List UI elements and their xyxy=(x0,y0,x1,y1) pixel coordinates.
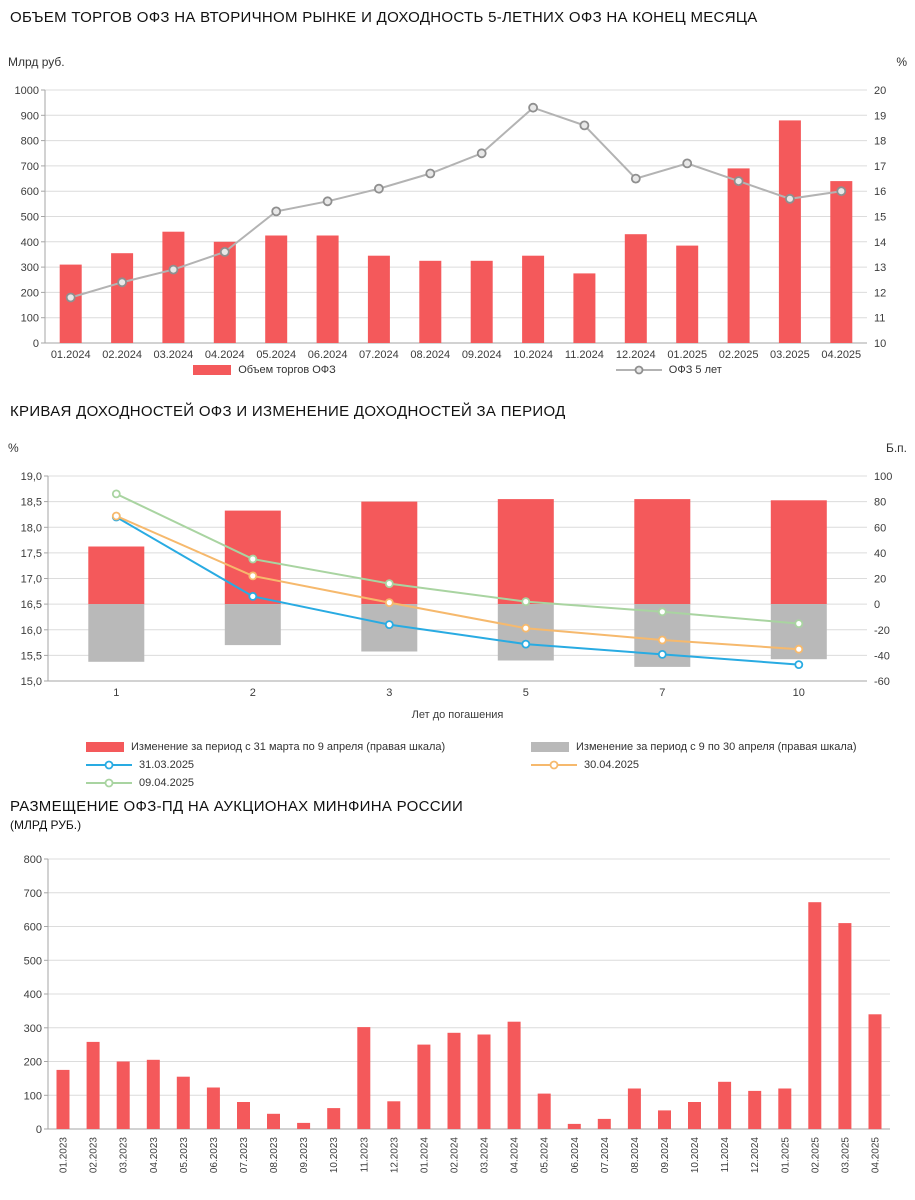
y-tick-label: 0 xyxy=(874,599,881,612)
section-yield-curve xyxy=(0,394,915,794)
y-tick-label: 600 xyxy=(23,921,42,934)
y-tick-label: 0 xyxy=(32,338,39,350)
line-marker xyxy=(522,598,529,605)
legend-label: 30.04.2025 xyxy=(584,759,640,771)
y-tick-label: 17,5 xyxy=(20,547,42,560)
y-tick-label: 16,5 xyxy=(20,599,42,612)
y-tick-label: 17 xyxy=(874,160,887,173)
y-tick-label: 100 xyxy=(23,1090,42,1103)
y-tick-label: 15,0 xyxy=(20,676,42,688)
bar xyxy=(676,246,698,343)
x-tick-label: 07.2024 xyxy=(359,349,399,361)
legend-label: Изменение за период с 31 марта по 9 апреля (правая шкала) xyxy=(131,741,446,753)
y-left-tick-labels xyxy=(15,85,45,350)
line-series xyxy=(113,513,803,653)
x-tick-label: 08.2024 xyxy=(410,349,451,361)
y-tick-label: 800 xyxy=(23,854,42,866)
x-tick-label: 02.2025 xyxy=(718,349,759,361)
x-tick-label: 04.2025 xyxy=(821,349,862,361)
chart3-subtitle: (МЛРД РУБ.) xyxy=(10,818,82,832)
line-marker xyxy=(249,593,256,600)
x-tick-label: 06.2024 xyxy=(569,1137,581,1174)
legend-item xyxy=(531,738,915,756)
x-tick-label: 12.2024 xyxy=(750,1137,762,1174)
line-series xyxy=(113,514,803,669)
legend-line-glyph xyxy=(616,364,662,376)
bar xyxy=(214,242,236,343)
x-tick-label: 2 xyxy=(249,687,256,699)
line-marker xyxy=(795,646,802,653)
bar xyxy=(267,1114,280,1129)
line-marker xyxy=(837,187,845,195)
x-tick-label: 01.2025 xyxy=(667,349,708,361)
bar-series xyxy=(60,120,853,343)
line-marker xyxy=(249,572,256,579)
x-tick-label: 03.2025 xyxy=(840,1137,852,1174)
bar xyxy=(368,256,390,343)
x-tick-label: 01.2024 xyxy=(50,349,91,361)
legend-item xyxy=(531,756,915,774)
line-marker xyxy=(386,580,393,587)
y-tick-label: 600 xyxy=(20,186,39,199)
x-tick-label: 07.2023 xyxy=(239,1137,250,1174)
y-right-unit-label: % xyxy=(896,55,907,69)
x-tick-label: 09.2024 xyxy=(660,1137,671,1174)
x-tick-label: 10 xyxy=(792,687,805,699)
line-marker xyxy=(118,278,126,286)
section-auction-placements xyxy=(0,794,915,1189)
x-tick-label: 04.2023 xyxy=(148,1137,160,1174)
line-marker xyxy=(522,641,529,648)
x-tick-label: 02.2024 xyxy=(449,1137,461,1174)
x-tick-label: 02.2024 xyxy=(102,349,142,361)
x-axis-labels xyxy=(51,349,861,361)
y-tick-label: 19,0 xyxy=(20,471,42,483)
x-tick-label: 08.2024 xyxy=(629,1137,641,1174)
x-tick-label: 10.2023 xyxy=(329,1137,341,1174)
legend-line-glyph xyxy=(531,759,577,771)
y-tick-label: 200 xyxy=(23,1056,42,1069)
x-tick-label: 07.2024 xyxy=(599,1137,611,1174)
y-tick-label: 16,0 xyxy=(20,624,42,637)
line-marker xyxy=(478,149,486,157)
gridlines xyxy=(48,859,890,1129)
line-series xyxy=(113,490,803,627)
bar xyxy=(87,1042,100,1129)
bar xyxy=(808,902,821,1129)
x-tick-label: 03.2023 xyxy=(118,1137,130,1174)
volume-and-yield-chart xyxy=(0,28,915,362)
line-marker xyxy=(221,248,229,256)
x-tick-label: 11.2024 xyxy=(720,1137,732,1173)
y-tick-label: 200 xyxy=(20,287,39,300)
x-tick-label: 3 xyxy=(386,687,393,699)
y-tick-label: 900 xyxy=(20,110,39,123)
y-tick-label: 12 xyxy=(874,287,887,300)
chart1-title: ОБЪЕМ ТОРГОВ ОФЗ НА ВТОРИЧНОМ РЫНКЕ И ДОХОДНОСТЬ 5-ЛЕТНИХ ОФЗ НА КОНЕЦ МЕСЯЦА xyxy=(10,9,758,26)
line-marker xyxy=(529,104,537,112)
auction-placement-chart xyxy=(0,844,915,1189)
y-tick-label: 700 xyxy=(23,887,42,900)
x-tick-label: 05.2024 xyxy=(256,349,297,361)
bar xyxy=(57,1070,70,1129)
bar xyxy=(357,1027,370,1129)
y-tick-label: 60 xyxy=(874,522,887,535)
x-tick-label: 06.2023 xyxy=(208,1137,220,1174)
chart2-title: КРИВАЯ ДОХОДНОСТЕЙ ОФЗ И ИЗМЕНЕНИЕ ДОХОДНОСТЕЙ ЗА ПЕРИОД xyxy=(10,403,566,420)
line-marker xyxy=(659,651,666,658)
y-tick-label: 18,0 xyxy=(20,522,42,535)
y-tick-label: 100 xyxy=(874,471,893,483)
chart3-title: РАЗМЕЩЕНИЕ ОФЗ-ПД НА АУКЦИОНАХ МИНФИНА РОССИИ xyxy=(10,798,464,815)
y-tick-label: 18 xyxy=(874,135,887,148)
x-tick-label: 04.2024 xyxy=(204,349,245,361)
bar xyxy=(327,1108,340,1129)
x-tick-label: 04.2024 xyxy=(509,1137,521,1174)
x-tick-label: 11.2024 xyxy=(564,349,604,361)
y-tick-label: 20 xyxy=(874,85,887,97)
bar xyxy=(88,604,144,662)
y-left-unit-label: Млрд руб. xyxy=(8,55,65,69)
bar xyxy=(448,1033,461,1129)
bar xyxy=(778,1089,791,1130)
chart1-legend xyxy=(0,362,915,382)
y-tick-label: -40 xyxy=(874,650,890,663)
y-tick-label: 100 xyxy=(20,312,39,325)
bar xyxy=(162,232,184,343)
y-right-tick-labels xyxy=(874,471,892,688)
bar xyxy=(387,1101,400,1129)
x-tick-label: 7 xyxy=(659,687,666,699)
bar xyxy=(297,1123,310,1129)
x-tick-label: 02.2025 xyxy=(810,1137,822,1174)
y-tick-label: 400 xyxy=(23,989,42,1001)
bar xyxy=(361,502,417,604)
bar xyxy=(658,1110,671,1129)
y-tick-label: 10 xyxy=(874,338,887,350)
y-left-tick-labels xyxy=(21,471,48,688)
bar xyxy=(471,261,493,343)
y-tick-label: 800 xyxy=(20,135,39,148)
bar xyxy=(634,499,690,604)
line-marker xyxy=(683,159,691,167)
bar xyxy=(718,1082,731,1129)
bar xyxy=(60,265,82,343)
x-tick-label: 10.2024 xyxy=(690,1137,701,1174)
line-marker xyxy=(113,513,120,520)
y-left-unit-label: % xyxy=(8,441,19,455)
bar xyxy=(317,236,339,344)
x-tick-label: 1 xyxy=(113,687,120,699)
bar xyxy=(869,1014,882,1129)
y-tick-label: 40 xyxy=(874,547,887,560)
bar xyxy=(728,168,750,343)
legend-swatch-line xyxy=(86,777,132,789)
bar xyxy=(225,604,281,645)
yield-curve-chart xyxy=(0,422,915,734)
line-marker xyxy=(659,608,666,615)
bar xyxy=(628,1089,641,1130)
y-tick-label: 500 xyxy=(20,211,39,224)
line-marker xyxy=(113,490,120,497)
x-tick-label: 11.2023 xyxy=(359,1137,371,1173)
section-secondary-market-volume xyxy=(0,0,915,382)
x-tick-label: 06.2024 xyxy=(307,349,348,361)
legend-item xyxy=(86,756,531,774)
x-tick-label: 05.2024 xyxy=(539,1137,551,1174)
y-tick-label: 14 xyxy=(874,236,887,249)
bar xyxy=(419,261,441,343)
x-tick-label: 01.2025 xyxy=(780,1137,792,1174)
bar xyxy=(117,1062,130,1130)
line-marker xyxy=(795,661,802,668)
y-tick-label: 500 xyxy=(23,955,42,968)
legend-swatch-line xyxy=(86,759,132,771)
x-tick-label: 12.2023 xyxy=(389,1137,401,1174)
x-tick-label: 10.2024 xyxy=(513,349,553,361)
y-tick-label: 13 xyxy=(874,262,887,275)
x-tick-label: 08.2023 xyxy=(269,1137,280,1174)
y-tick-label: 300 xyxy=(23,1022,42,1035)
x-tick-label: 09.2024 xyxy=(461,349,502,361)
x-tick-label: 05.2023 xyxy=(178,1137,190,1174)
x-axis-title: Лет до погашения xyxy=(411,709,504,721)
legend-item xyxy=(616,364,722,376)
chart2-legend xyxy=(86,734,915,794)
x-tick-label: 01.2023 xyxy=(58,1137,70,1174)
line-marker xyxy=(659,637,666,644)
x-tick-label: 03.2025 xyxy=(770,349,810,361)
bar xyxy=(748,1091,761,1129)
bar xyxy=(538,1094,551,1129)
line-path xyxy=(116,516,799,649)
y-tick-label: 80 xyxy=(874,496,887,509)
line-marker xyxy=(580,121,588,129)
legend-label: Изменение за период с 9 по 30 апреля (правая шкала) xyxy=(576,741,857,753)
bar xyxy=(598,1119,611,1129)
line-marker xyxy=(786,195,794,203)
line-marker xyxy=(632,175,640,183)
legend-swatch-line xyxy=(531,759,577,771)
line-marker xyxy=(272,207,280,215)
y-tick-label: -60 xyxy=(874,676,890,688)
bar xyxy=(237,1102,250,1129)
gridlines xyxy=(48,476,867,681)
y-right-tick-labels xyxy=(874,85,886,350)
bar xyxy=(508,1022,521,1129)
bar xyxy=(207,1088,220,1130)
legend-item xyxy=(193,364,336,376)
line-marker xyxy=(795,620,802,627)
y-tick-label: 700 xyxy=(20,160,39,173)
bar xyxy=(573,273,595,343)
legend-item xyxy=(86,774,531,792)
legend-item xyxy=(86,738,531,756)
y-tick-label: 19 xyxy=(874,110,887,123)
legend-line-glyph xyxy=(86,777,132,789)
bar xyxy=(478,1035,491,1130)
legend-line-glyph xyxy=(86,759,132,771)
bar xyxy=(498,499,554,604)
x-tick-label: 02.2023 xyxy=(88,1137,100,1174)
y-tick-label: -20 xyxy=(874,624,890,637)
line-marker xyxy=(426,170,434,178)
x-tick-label: 03.2024 xyxy=(479,1137,491,1174)
y-tick-label: 17,0 xyxy=(20,573,42,586)
line-path xyxy=(71,108,842,298)
line-marker xyxy=(375,185,383,193)
y-tick-label: 16 xyxy=(874,186,887,199)
x-tick-label: 09.2023 xyxy=(299,1137,311,1174)
y-tick-label: 20 xyxy=(874,573,887,586)
line-marker xyxy=(386,621,393,628)
legend-label: 31.03.2025 xyxy=(139,759,195,771)
legend-swatch-bar xyxy=(531,742,569,752)
bar xyxy=(111,253,133,343)
x-axis-labels xyxy=(59,1137,882,1174)
bar xyxy=(147,1060,160,1129)
bar xyxy=(522,256,544,343)
line-marker xyxy=(324,197,332,205)
x-axis-labels xyxy=(113,687,805,699)
y-tick-label: 18,5 xyxy=(20,496,42,509)
legend-label: 09.04.2025 xyxy=(139,777,195,789)
bar xyxy=(265,236,287,344)
line-marker xyxy=(522,625,529,632)
y-tick-label: 15,5 xyxy=(20,650,42,663)
bar xyxy=(88,547,144,605)
x-tick-label: 03.2024 xyxy=(153,349,194,361)
y-tick-label: 15 xyxy=(874,211,887,224)
y-right-unit-label: Б.п. xyxy=(885,441,907,455)
x-tick-label: 12.2024 xyxy=(615,349,656,361)
y-left-tick-labels xyxy=(24,854,48,1136)
line-marker xyxy=(386,599,393,606)
legend-label: ОФЗ 5 лет xyxy=(668,364,722,376)
y-tick-label: 1000 xyxy=(14,85,39,97)
bar xyxy=(417,1045,430,1129)
x-tick-label: 5 xyxy=(522,687,529,699)
bar xyxy=(568,1124,581,1129)
y-tick-label: 0 xyxy=(35,1124,42,1136)
legend-label: Объем торгов ОФЗ xyxy=(238,364,336,376)
line-marker xyxy=(67,294,75,302)
x-tick-label: 04.2025 xyxy=(870,1137,882,1174)
line-marker xyxy=(249,556,256,563)
bar xyxy=(771,500,827,604)
legend-swatch-line xyxy=(616,364,662,376)
line-marker xyxy=(169,266,177,274)
line-marker xyxy=(735,177,743,185)
bar xyxy=(688,1102,701,1129)
legend-swatch-bar xyxy=(193,365,231,375)
x-tick-label: 01.2024 xyxy=(419,1137,431,1174)
bar xyxy=(838,923,851,1129)
bar xyxy=(177,1077,190,1129)
y-tick-label: 300 xyxy=(20,262,39,275)
legend-swatch-bar xyxy=(86,742,124,752)
bar xyxy=(779,120,801,343)
bar xyxy=(830,181,852,343)
y-tick-label: 400 xyxy=(20,236,39,249)
bar xyxy=(625,234,647,343)
y-tick-label: 11 xyxy=(874,312,886,325)
